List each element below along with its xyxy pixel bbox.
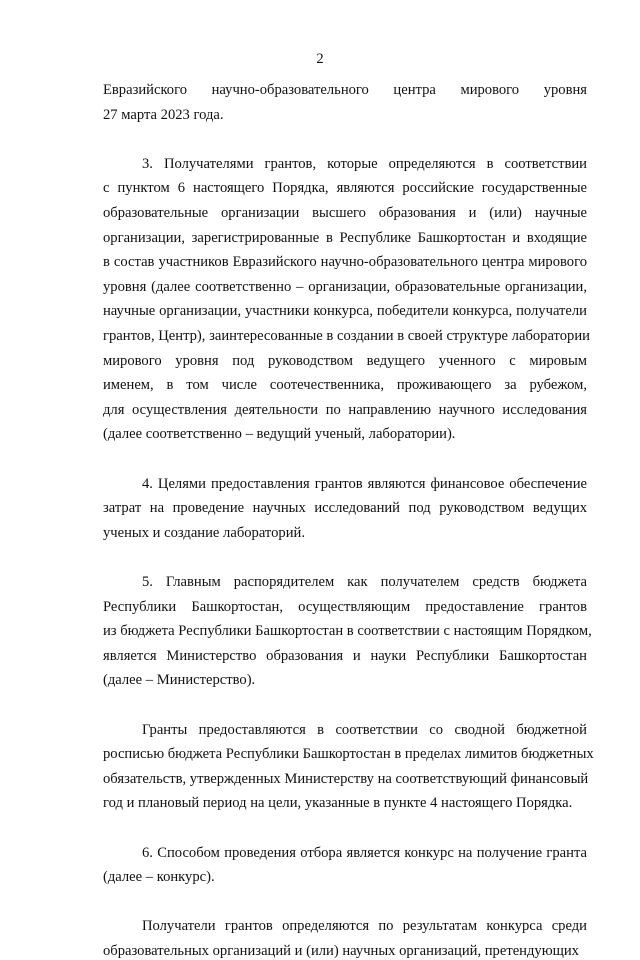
text-line: 3. Получателями грантов, которые определяются в соответствии — [142, 155, 587, 172]
text-line: грантов, Центр), заинтересованные в создании в своей структуре лаборатории — [103, 328, 590, 344]
text-line: 27 марта 2023 года. — [103, 106, 224, 123]
page-number: 2 — [316, 51, 324, 67]
text-line: (далее – конкурс). — [103, 869, 215, 886]
text-line: Республики Башкортостан, осуществляющим предоставление грантов — [103, 598, 587, 615]
text-line: организации, зарегистрированные в Республике Башкортостан и входящие — [103, 229, 587, 246]
text-line: (далее соответственно – ведущий ученый, лаборатории). — [103, 426, 456, 443]
text-line: ученых и создание лабораторий. — [103, 524, 305, 541]
text-line: для осуществления деятельности по направлению научного исследования — [103, 401, 587, 418]
text-line: именем, в том числе соотечественника, проживающего за рубежом, — [103, 377, 587, 394]
text-line: затрат на проведение научных исследований под руководством ведущих — [103, 500, 587, 517]
text-line: 4. Целями предоставления грантов являются финансовое обеспечение — [142, 475, 587, 492]
text-line: с пунктом 6 настоящего Порядка, являются российские государственные — [103, 180, 587, 197]
text-line: росписью бюджета Республики Башкортостан в пределах лимитов бюджетных — [103, 746, 594, 763]
text-line: год и плановый период на цели, указанные в пункте 4 настоящего Порядка. — [103, 795, 573, 812]
text-line: из бюджета Республики Башкортостан в соответствии с настоящим Порядком, — [103, 623, 592, 640]
text-line: образовательные организации высшего образования и (или) научные — [103, 205, 587, 221]
text-line: научные организации, участники конкурса, победители конкурса, получатели — [103, 303, 587, 320]
text-line: Гранты предоставляются в соответствии со сводной бюджетной — [142, 721, 587, 738]
text-line: Евразийского научно-образовательного центра мирового уровня — [103, 82, 587, 98]
text-line: мирового уровня под руководством ведущего ученного с мировым — [103, 352, 587, 369]
text-line: образовательных организаций и (или) научных организаций, претендующих — [103, 943, 579, 959]
text-line: в состав участников Евразийского научно-образовательного центра мирового — [103, 254, 587, 271]
text-line: является Министерство образования и науки Республики Башкортостан — [103, 647, 587, 664]
text-line: Получатели грантов определяются по результатам конкурса среди — [142, 918, 587, 935]
text-line: 6. Способом проведения отбора является конкурс на получение гранта — [142, 844, 587, 861]
text-line: обязательств, утвержденных Министерству на соответствующий финансовый — [103, 770, 589, 787]
text-line: уровня (далее соответственно – организации, образовательные организации, — [103, 278, 587, 295]
text-line: 5. Главным распорядителем как получателем средств бюджета — [142, 574, 587, 590]
text-line: (далее – Министерство). — [103, 672, 256, 689]
